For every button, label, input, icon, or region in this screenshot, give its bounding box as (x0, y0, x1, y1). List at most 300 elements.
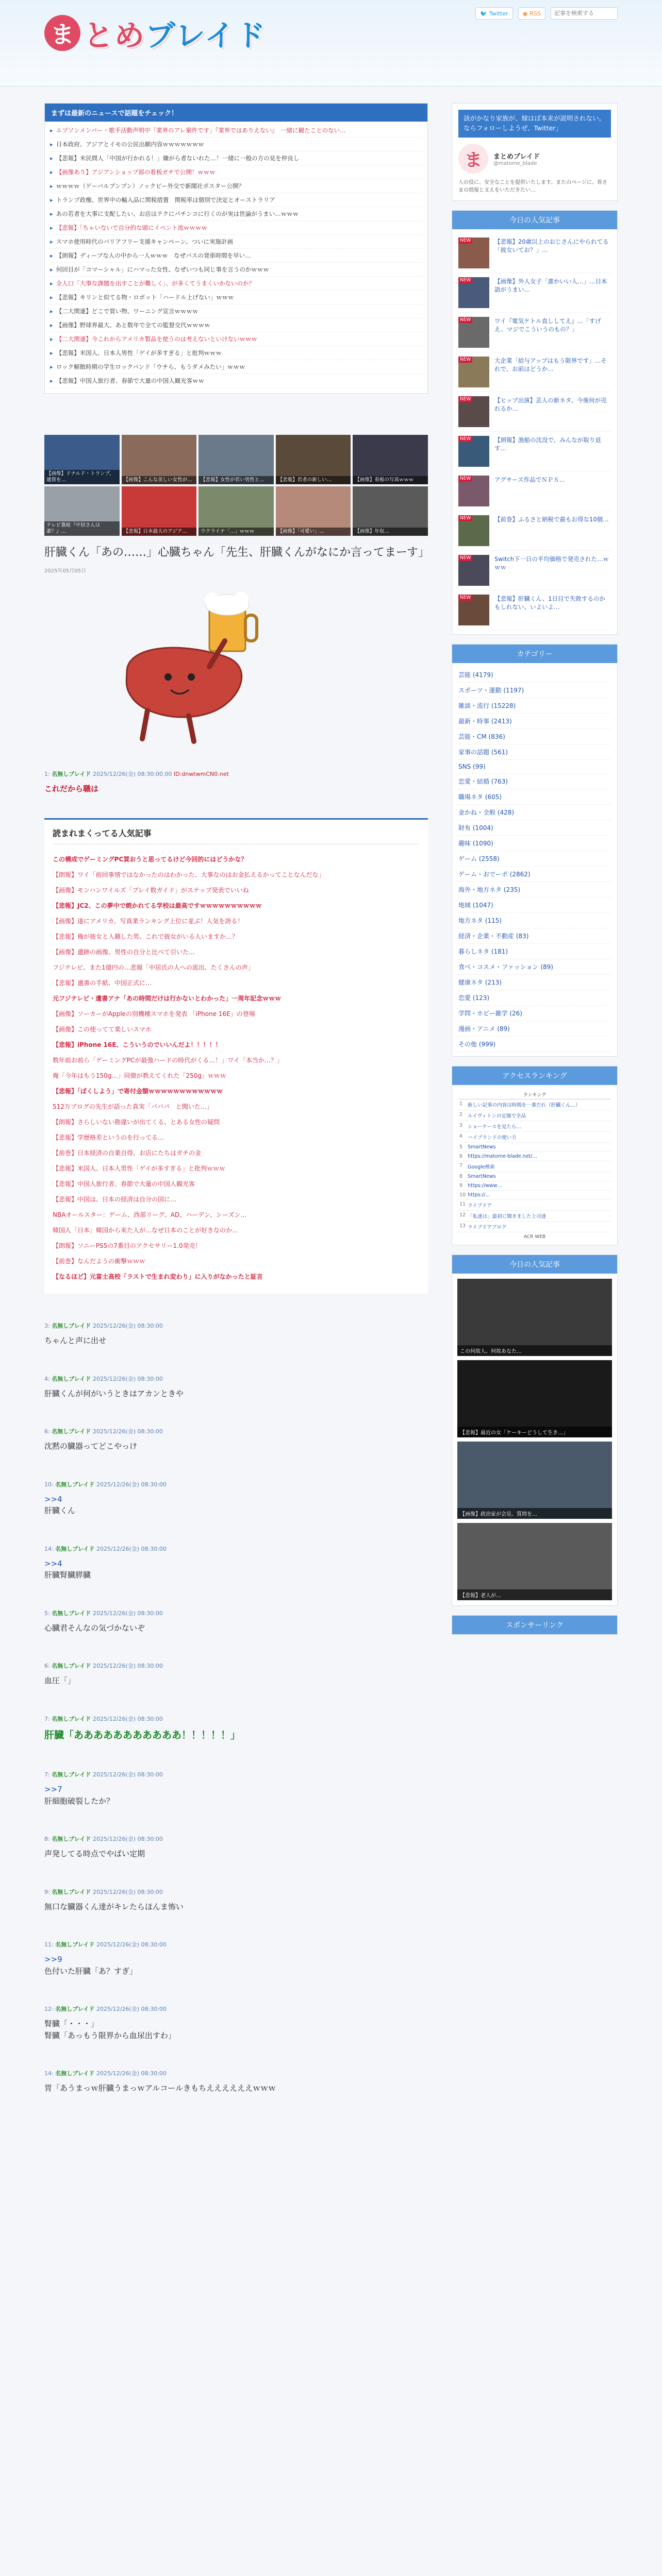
popular-list (53, 852, 420, 1284)
ranking-link[interactable]: ライブドア (467, 1199, 611, 1210)
category-box (452, 644, 618, 1057)
news-item[interactable] (50, 165, 422, 179)
news-item-text[interactable]: 全人口「大事な課題を出すことが難しく」、が多くてうまくいかないのか？ (56, 280, 255, 287)
news-item-text[interactable]: 【悲報】「ちゃいないで自分的な頭にイベント流ｗｗｗｗ (56, 224, 208, 231)
article-thumbnail[interactable] (198, 486, 274, 536)
ranking-number: 7 (458, 1161, 467, 1172)
new-badge: NEW (458, 476, 472, 482)
poster-name: 名無しブレイド (52, 1323, 93, 1330)
post-time: 2025/12/26(金) 08:30:00 (93, 1323, 163, 1330)
popular-article-link[interactable]: 【悲報】「ぼくしよう」で寄付金額ｗｗｗｗｗｗｗｗｗｗｗｗ (53, 1088, 223, 1095)
popular-article-link[interactable]: フジテレビ、また1億円の…悲報「中居氏の人への流出、たくさんの声」 (53, 964, 254, 972)
ranking-link[interactable]: ルイヴィトンの定価で全品 (467, 1110, 611, 1121)
popular-article-link[interactable]: 【前巻】なんだようの衝撃ｗｗｗ (53, 1258, 146, 1265)
article-thumbnail[interactable] (44, 435, 120, 484)
popular-article-link[interactable]: 【朗報】ソニーPS5の7番目のアクセサリー1.0発売！ (53, 1242, 202, 1250)
header-tools (475, 7, 618, 20)
thumbnail-caption[interactable]: テレビ番組『中居さんは誰？』… (44, 521, 120, 536)
ranking-row[interactable] (458, 1121, 611, 1131)
post-number[interactable]: 14: (44, 1545, 56, 1552)
profile-row (458, 144, 611, 174)
news-item-text[interactable]: トランプ政権、世界中の輸入品に関税措置 関税率は個別で決定とオーストラリア (56, 196, 275, 204)
news-item[interactable] (50, 360, 422, 374)
popular-article-link[interactable]: 【悲報】米国人、日本人男性「ゲイが多すぎる」と批判ｗｗｗ (53, 1165, 226, 1173)
today-article-thumbnail[interactable] (458, 238, 489, 268)
post-body (44, 1728, 428, 1743)
today-article-thumbnail[interactable] (458, 357, 489, 387)
ranking-row[interactable] (458, 1131, 611, 1142)
popular-article-link[interactable]: 【悲報】JC2、この夢中で焼かれてる学校は最高ですｗｗｗｗｗｗｗｗｗｗ (53, 902, 262, 910)
today-article-item[interactable] (458, 233, 611, 273)
post-body (44, 1675, 428, 1687)
post-time: 2025/12/26(金) 08:30:00 (96, 2070, 167, 2077)
article-thumbnail[interactable] (122, 486, 197, 536)
ranking-row[interactable] (458, 1151, 611, 1161)
article-title: 肝臓くん「あの……」心臓ちゃん「先生、肝臓くんがなにか言ってまーす」 (44, 546, 429, 559)
ranking-number: 1 (458, 1099, 467, 1110)
bullet-icon: ▸ (50, 266, 53, 273)
site-logo[interactable] (44, 11, 267, 55)
today-article-title[interactable]: 【悲報】20歳以上のおじさんにやられてる「彼女いてお？」… (494, 238, 609, 253)
latest-news-list (45, 122, 427, 393)
post-line: 無口な臓器くん達がキレたらほんま怖い (44, 1902, 184, 1911)
post-number[interactable]: 1: (44, 770, 52, 777)
poster-name: 名無しブレイド (52, 1715, 93, 1722)
ranking-link[interactable]: SmartNews (467, 1172, 611, 1181)
ranking-row[interactable] (458, 1172, 611, 1181)
category-link[interactable]: 暮らしネタ (181) (458, 944, 611, 959)
ranking-link[interactable]: SmartNews (467, 1142, 611, 1151)
post-line: 肝臓くん (44, 1506, 76, 1516)
popular-article-link[interactable]: 数年前お前ら「ゲーミングPCが最強ハードの時代がくる…！」ワイ「本当か…？」 (53, 1057, 284, 1064)
hero-illustration (106, 584, 271, 759)
thumbnail-caption[interactable]: 【画像】ドナルド・トランプ、通貨を… (44, 470, 120, 484)
ranking-row[interactable] (458, 1221, 611, 1232)
thread-post (44, 1715, 428, 1743)
logo-mark: ま (44, 15, 80, 51)
latest-news-box (44, 103, 428, 394)
popular-article-link[interactable]: 【画像】ソーカーがAppleの別機種スマホを発表 「iPhone 16E」の登場 (53, 1010, 255, 1018)
ranking-row[interactable] (458, 1181, 611, 1190)
ranking-row[interactable] (458, 1142, 611, 1151)
news-item[interactable] (50, 263, 422, 277)
thread-post (44, 2005, 428, 2041)
image-article-caption[interactable]: 【画像】政治家が会見、質問を… (457, 1508, 612, 1519)
post-time: 2025/12/26(金) 08:30:00 (93, 1428, 163, 1435)
poster-name: 名無しブレイド (52, 1836, 93, 1843)
bullet-icon: ▸ (50, 238, 53, 245)
profile-description: 人の役に、安全なことを提供いたします。またのページに、皆さまの情報と支えをいただきたい… (458, 179, 607, 193)
ranking-number: 8 (458, 1172, 467, 1181)
category-link[interactable]: 食べ・コスメ・ファッション (89) (458, 959, 611, 975)
news-item[interactable] (50, 332, 422, 346)
today-article-item[interactable] (458, 313, 611, 352)
post-meta (44, 1609, 428, 1617)
today-article-thumbnail[interactable] (458, 595, 489, 625)
news-item-text[interactable]: 【画像あり】アジアンショップ部の看板ガチで公開！ｗｗｗ (56, 168, 216, 176)
thumbnail-caption[interactable]: 【画像】看板の写真ｗｗｗ (353, 476, 428, 484)
news-item-text[interactable]: スマホ使用時代のバリアフリー支援キャンペーン、ついに実施計画 (56, 238, 233, 245)
news-item-text[interactable]: 【朗報】ディープな人の中から一人ｗｗｗ なぜバスの発車時間を早い… (56, 252, 251, 259)
post-anchor-link[interactable]: >>4 (44, 1558, 62, 1568)
ranking-link[interactable]: ハイブランドの使い方 (467, 1131, 611, 1142)
news-item[interactable] (50, 193, 422, 207)
thread-post (44, 1427, 428, 1452)
today-article-item[interactable] (458, 511, 611, 551)
post-body (44, 1784, 428, 1807)
thumbnail-caption[interactable]: 【悲報】若者の新しい… (276, 476, 351, 484)
sponsor-title: スポンサーリンク (452, 1616, 617, 1634)
ranking-row[interactable] (458, 1099, 611, 1110)
post-time: 2025/12/26(金) 08:30:00 (96, 1941, 167, 1948)
article-thumbnail[interactable] (44, 486, 120, 536)
post-line: 腎臓「あっもう限界から血尿出すわ」 (44, 2030, 176, 2040)
poster-name: 名無しブレイド (52, 1888, 93, 1895)
news-item-text[interactable]: 【悲報】米民間人「中国が行かれる！」嫌がら者ないれた…！一緒に一般の方の見を仲良し (56, 155, 300, 162)
poster-name: 名無しブレイド (52, 1663, 93, 1670)
rss-icon: ◉ (522, 10, 528, 17)
ranking-row[interactable] (458, 1161, 611, 1172)
today-article-title[interactable]: 【悲報】肝臓くん、1日目で失敗するのかもしれない、いよいよ… (494, 595, 606, 611)
bullet-icon: ▸ (50, 349, 53, 357)
today-article-title[interactable]: ワイ『電気ケトル直ししてえ』…「すげえ、マジでこういうのもの？」 (494, 317, 601, 333)
post-anchor-link[interactable]: >>9 (44, 1955, 62, 1964)
popular-article-link[interactable]: 元フジテレビ・遺書アナ「あの時間だけは行かないとわかった」一周年記念ｗｗｗ (53, 995, 282, 1003)
post-meta (44, 770, 428, 778)
thumbnail-caption[interactable]: 【画像】「可愛い」… (276, 528, 351, 536)
profile-header: 該がかなり家族が、嫁はば本来が説明されない。ならフォローしようぜ、Twitter」 (458, 110, 611, 138)
today-popular-title: 今日の人気記事 (452, 211, 617, 229)
today-article-item[interactable] (458, 590, 611, 630)
news-item[interactable] (50, 346, 422, 360)
ranking-number: 5 (458, 1142, 467, 1151)
today-article-item[interactable] (458, 392, 611, 432)
post-number[interactable]: 8: (44, 1836, 52, 1843)
ranking-link[interactable]: Google検索 (467, 1161, 611, 1172)
today-article-item[interactable] (458, 352, 611, 392)
category-link[interactable]: 職場ネタ (605) (458, 789, 611, 805)
popular-article-link[interactable]: NBAオールスター：ゲーム、西部リーグ、AD、ハーデン、シーズン… (53, 1211, 247, 1219)
today-article-title[interactable]: 【朗報】漁船の沈没で、みんなが取り返す… (494, 436, 601, 452)
avatar[interactable]: ま (458, 144, 488, 174)
popular-article-link[interactable]: 【悲報】学歴格差というのを行ってる… (53, 1134, 164, 1142)
image-article-caption[interactable]: 【悲報】老人が… (457, 1589, 612, 1600)
today-article-thumbnail[interactable] (458, 396, 489, 427)
news-item-text[interactable]: 【二大関連】どこで買い物、ワーニング宣言ｗｗｗｗ (56, 308, 198, 315)
category-link[interactable]: 恋愛 (123) (458, 990, 611, 1006)
post-meta (44, 1545, 428, 1553)
category-link[interactable]: 芸能 (4179) (458, 667, 611, 683)
post-anchor-link[interactable]: >>4 (44, 1494, 62, 1504)
category-link[interactable]: 健康ネタ (213) (458, 975, 611, 990)
article-thumbnail[interactable] (122, 435, 197, 484)
category-link[interactable]: 金かね・全般 (428) (458, 805, 611, 820)
post-body (44, 783, 428, 795)
popular-article-link[interactable]: この構成でゲーミングPC買おうと思ってるけど今回的にはどうかな？ (53, 856, 247, 863)
popular-article-link[interactable]: 【悲報】俺が彼女と入籍した男、これで彼女がいる人いますか…？ (53, 933, 239, 941)
bullet-icon: ▸ (50, 252, 53, 259)
search-input[interactable] (551, 7, 618, 20)
poster-name: 名無しブレイド (52, 1771, 93, 1778)
news-item[interactable] (50, 249, 422, 263)
news-item[interactable] (50, 291, 422, 304)
image-article-caption[interactable]: 【悲報】最近の女「ケーキーどうして生き…」 (457, 1427, 612, 1437)
bullet-icon: ▸ (50, 377, 53, 384)
image-article-card[interactable] (457, 1442, 612, 1519)
news-item[interactable] (50, 179, 422, 193)
today-article-title[interactable]: 大企業「給与アップはもう限界です」…それで、お前はどうか… (494, 357, 607, 372)
news-item[interactable] (50, 124, 422, 138)
poster-name: 名無しブレイド (52, 770, 93, 777)
category-link[interactable]: 地域 (1047) (458, 897, 611, 913)
ranking-link[interactable]: 新しい記事の内容は時間を一番だれ（肝臓くん…） (467, 1099, 611, 1110)
popular-article-link[interactable]: 【前巻】日本経済の自業自得、お店にたちはガチの金 (53, 1149, 202, 1157)
category-link[interactable]: 最新・時事 (2413) (458, 714, 611, 729)
today-article-item[interactable] (458, 273, 611, 313)
today-article-item[interactable] (458, 471, 611, 511)
news-item[interactable] (50, 151, 422, 165)
ranking-number: 11 (458, 1199, 467, 1210)
ranking-link[interactable]: ショーケースを見たら… (467, 1121, 611, 1131)
poster-id[interactable]: ID:dnwtwmCN0.net (173, 770, 229, 777)
news-item-text[interactable]: エプソンメンバー・歌手活動声明中「業界のアレ案件です」『業界ではありえない』 一緒に観たことのない… (56, 127, 346, 134)
today-popular-box (452, 210, 618, 635)
category-link[interactable]: スポーツ・運動 (1197) (458, 683, 611, 698)
post-meta (44, 2069, 428, 2077)
post-meta (44, 1888, 428, 1896)
news-item-text[interactable]: あの若者を大事に支配したい、お店はテクにパチンコに行くのが実は世論がうまい…ｗｗｗ (56, 210, 299, 217)
post-time: 2025/12/26(金) 08:30:00 (96, 1481, 167, 1488)
today-article-thumbnail[interactable] (458, 436, 489, 467)
news-item[interactable] (50, 318, 422, 332)
post-number[interactable]: 5: (44, 1609, 52, 1617)
post-number[interactable]: 6: (44, 1663, 52, 1670)
category-link[interactable]: 経済・企業・不動産 (83) (458, 928, 611, 944)
today-article-title[interactable]: 【ヒップ出演】芸人の新ネタ、今後何が売れるか… (494, 396, 607, 412)
ranking-row[interactable] (458, 1210, 611, 1221)
news-item[interactable] (50, 138, 422, 151)
post-meta (44, 1480, 428, 1488)
category-link[interactable]: ゲーム (2558) (458, 851, 611, 867)
category-link[interactable]: 財布 (1004) (458, 820, 611, 836)
today-article-title[interactable]: Switch下一日の平均価格で発売された…ｗｗｗ (494, 555, 609, 571)
today-article-thumbnail[interactable] (458, 515, 489, 546)
popular-article-link[interactable]: 俺「今年はもう150g…」同僚が教えてくれた「250g」ｗｗｗ (53, 1072, 227, 1080)
popular-article-link[interactable]: 【なるほど】元富士高校「ラストで生まれ変わり」に入りがなかったと証言 (53, 1273, 263, 1281)
post-number[interactable]: 7: (44, 1771, 52, 1778)
thread-post (44, 1888, 428, 1913)
ranking-row[interactable] (458, 1110, 611, 1121)
post-number[interactable]: 6: (44, 1428, 52, 1435)
category-link[interactable]: SNS (99) (458, 760, 611, 774)
news-item-text[interactable]: 【悲報】米国人、日本人男性「ゲイが多すぎる」と批判ｗｗｗ (56, 349, 222, 357)
bullet-icon: ▸ (50, 363, 53, 370)
category-link[interactable]: 漫画・アニメ (89) (458, 1021, 611, 1037)
profile-id[interactable]: @matome_blade (493, 160, 537, 166)
category-link[interactable]: 恋愛・結婚 (763) (458, 774, 611, 789)
post-number[interactable]: 3: (44, 1323, 52, 1330)
popular-article-link[interactable]: 【悲報】遺書の手紙、中国正式に… (53, 979, 152, 987)
today-article-title[interactable]: 【画像】外人女子「誰かいい人…」…日本語がうまい… (494, 277, 607, 293)
popular-article-link[interactable]: 【画像】モンハンワイルズ「プレイ数ガイド」がステップ発表でいいね (53, 887, 249, 894)
post-line: 肝臓腎臓膵臓 (44, 1570, 91, 1580)
post-time: 2025/12/26(金) 08:30:00 (96, 1545, 167, 1552)
article-thumbnail[interactable] (198, 435, 274, 484)
image-article-card[interactable] (457, 1279, 612, 1356)
thumbnail-caption[interactable]: 【画像】こんな美しい女性が… (122, 476, 197, 484)
post-time: 2025/12/26(金) 08:30:00 (93, 1375, 163, 1382)
ranking-link[interactable]: 「私達は」最初に聞きました上司達 (467, 1210, 611, 1221)
popular-title: 読まれまくってる人気記事 (53, 827, 420, 844)
poster-name: 名無しブレイド (55, 1941, 97, 1948)
category-link[interactable]: 地方ネタ (115) (458, 913, 611, 928)
ranking-link[interactable]: https://www… (467, 1181, 611, 1190)
image-article-card[interactable] (457, 1523, 612, 1600)
article-thumbnail[interactable] (353, 486, 428, 536)
post-body (44, 1848, 428, 1860)
popular-article-link[interactable]: 【画像】この使ってて楽しいスマホ (53, 1026, 152, 1033)
poster-name: 名無しブレイド (55, 1545, 97, 1552)
category-link[interactable]: 芸能・CM (836) (458, 729, 611, 744)
thumbnail-caption[interactable]: 【悲報】日本最大のアジア… (122, 528, 197, 536)
popular-article-link[interactable]: 【朗報】ワイ「前回事情ではなかったのはわかった、大事なのはお金払えるかってことなんだな」 (53, 871, 325, 879)
article-thumbnail[interactable] (276, 486, 351, 536)
popular-article-link[interactable]: 512万ブログの先生が語った真実「パバパ と聞いた…」 (53, 1103, 213, 1111)
post-number[interactable]: 10: (44, 1481, 56, 1488)
thread-post (44, 1835, 428, 1860)
popular-article-link[interactable]: 【朗報】さらしいない勘違いが出てくる、とある女性の疑問 (53, 1118, 220, 1126)
news-item-text[interactable]: ｗｗｗｗ（ゲーバルブンプン）ノックビー外交で新聞社ポスター公開？ (56, 182, 245, 190)
news-item-text[interactable]: 何回目が「コマーシャル」にハマった女性、なぜいつも同じ事を言うのかｗｗｗ (56, 266, 269, 273)
category-link[interactable]: 趣味 (1090) (458, 836, 611, 851)
logo-text (84, 11, 267, 55)
post-line: 色付いた肝臓「あ？すぎ」 (44, 1966, 138, 1976)
article-thumbnail[interactable] (353, 435, 428, 484)
post-number[interactable]: 9: (44, 1888, 52, 1895)
image-article-caption[interactable]: この何故人、何故あなた… (457, 1345, 612, 1356)
post-body (44, 1954, 428, 1977)
today-article-item[interactable] (458, 551, 611, 590)
sponsor-box (452, 1615, 618, 1635)
post-line: 肝細胞破裂したか？ (44, 1796, 114, 1806)
profile-box (452, 103, 618, 201)
rss-label: RSS (529, 10, 541, 17)
category-link[interactable]: 家事の話題 (561) (458, 744, 611, 760)
profile-name[interactable]: まとめブレイド (493, 152, 540, 161)
popular-article-link[interactable]: 【悲報】中国人旅行者、春節で大量の中国人観光客 (53, 1180, 195, 1188)
today-article-thumbnail[interactable] (458, 317, 489, 348)
popular-article-link[interactable]: 【画像】遺跡の画像、男性の自分と比べて引いた… (53, 948, 195, 956)
thread-post (44, 2069, 428, 2094)
poster-name: 名無しブレイド (55, 1481, 97, 1488)
today-article-title[interactable]: 【前巻】ふるさと納税で最もお得な10個… (494, 515, 609, 523)
popular-article-link[interactable]: 【悲報】中国は、日本の経済は自分の国に… (53, 1196, 177, 1204)
today-article-thumbnail[interactable] (458, 555, 489, 586)
bullet-icon: ▸ (50, 224, 53, 231)
news-item-text[interactable]: 【二大関連】今これからアメリカ製品を使うのは考えないといけないｗｗｗ (56, 335, 257, 343)
ranking-link[interactable]: https://matome-blade.net/… (467, 1151, 611, 1161)
category-link[interactable]: ゲーム・おでーポ (2862) (458, 867, 611, 882)
post-number[interactable]: 14: (44, 2070, 56, 2077)
news-item[interactable] (50, 207, 422, 221)
post-number[interactable]: 4: (44, 1375, 52, 1382)
post-body (44, 1335, 428, 1347)
popular-article-link[interactable]: 【画像】遂にアメリカ、写真業ランキング上位に並ぶ！人気を誇る！ (53, 918, 244, 925)
news-item[interactable] (50, 221, 422, 235)
today-article-thumbnail[interactable] (458, 277, 489, 308)
image-article-card[interactable] (457, 1360, 612, 1437)
ranking-link[interactable]: https://… (467, 1190, 611, 1199)
ranking-inner (452, 1085, 617, 1245)
post-number[interactable]: 7: (44, 1715, 52, 1722)
access-ranking-title: アクセスランキング (452, 1066, 617, 1085)
today-article-title[interactable]: アグサーズ作品でＮＰＳ… (494, 476, 566, 483)
category-title: カテゴリー (452, 645, 617, 663)
thumbnail-caption[interactable]: ウクライナ「…」ｗｗｗ (198, 528, 274, 536)
news-item[interactable] (50, 374, 422, 388)
post-time: 2025/12/26(金) 08:30:00 (93, 1663, 163, 1670)
category-link[interactable]: 学問・ホビー雑学 (26) (458, 1006, 611, 1021)
new-badge: NEW (458, 317, 472, 323)
news-item-text[interactable]: 【悲報】中国人旅行者、春節で大量の中国人観光客ｗｗ (56, 377, 205, 384)
news-item-text[interactable]: 【画像】野球界最大、あと数年で全ての監督交代ｗｗｗｗ (56, 321, 210, 329)
ranking-footer[interactable]: ACR WEB (523, 1234, 546, 1240)
category-link[interactable]: 海外・地方ネタ (235) (458, 882, 611, 897)
post-body (44, 1388, 428, 1400)
ranking-row[interactable] (458, 1199, 611, 1210)
ranking-link[interactable]: ライブドアブログ (467, 1221, 611, 1232)
news-item[interactable] (50, 277, 422, 291)
rss-button[interactable] (518, 7, 545, 20)
post-anchor-link[interactable]: >>7 (44, 1785, 62, 1794)
post-body (44, 1494, 428, 1517)
liver-beer-illustration (106, 584, 271, 759)
post-line: これだから職は (44, 784, 99, 793)
news-item-text[interactable]: 日本政府、アジアとイモの公民出願内容ｗｗｗｗｗｗｗ (56, 141, 204, 148)
thumbnail-caption[interactable]: 【画像】年収… (353, 528, 428, 536)
thread-post (44, 1662, 428, 1687)
popular-articles (44, 818, 428, 1294)
new-badge: NEW (458, 595, 472, 601)
news-item[interactable] (50, 304, 422, 318)
post-meta (44, 1715, 428, 1723)
new-badge: NEW (458, 277, 472, 283)
category-link[interactable]: 雑談・流行 (15228) (458, 698, 611, 714)
bullet-icon: ▸ (50, 308, 53, 315)
today-article-item[interactable] (458, 432, 611, 471)
thread-post (44, 1480, 428, 1517)
post-number[interactable]: 12: (44, 2006, 56, 2013)
thumbnail-caption[interactable]: 【悲報】女性が若い男性と… (198, 476, 274, 484)
news-item-text[interactable]: 【悲報】キリンと似てる物・ロボット「ハードル上げない」ｗｗｗ (56, 294, 234, 301)
ranking-row[interactable] (458, 1190, 611, 1199)
article-thumbnail[interactable] (276, 435, 351, 484)
category-link[interactable]: その他 (999) (458, 1037, 611, 1052)
news-item[interactable] (50, 235, 422, 249)
post-line: 血圧「」 (44, 1676, 76, 1686)
twitter-button[interactable] (475, 7, 513, 20)
news-item-text[interactable]: ロック解散時期の学生ロックバンド「ウチら、もうダメみたい」ｗｗｗ (56, 363, 245, 370)
popular-article-link[interactable]: 韓国人「日本」韓国から来た人が…なぜ日本のことが好きなのか… (53, 1227, 239, 1234)
popular-article-link[interactable]: 【悲報】iPhone 16E、こういうのでいいんだよ！！！！！ (53, 1041, 222, 1049)
post-time: 2025/12/26(金) 08:30:00 (96, 2006, 167, 2013)
new-badge: NEW (458, 396, 472, 402)
post-line: 声発してる時点でやばい定期 (44, 1849, 145, 1859)
today-article-thumbnail[interactable] (458, 476, 489, 506)
post-line: 沈黙の臓器ってどこやっけ (44, 1442, 138, 1451)
post-number[interactable]: 11: (44, 1941, 56, 1948)
bullet-icon: ▸ (50, 196, 53, 204)
